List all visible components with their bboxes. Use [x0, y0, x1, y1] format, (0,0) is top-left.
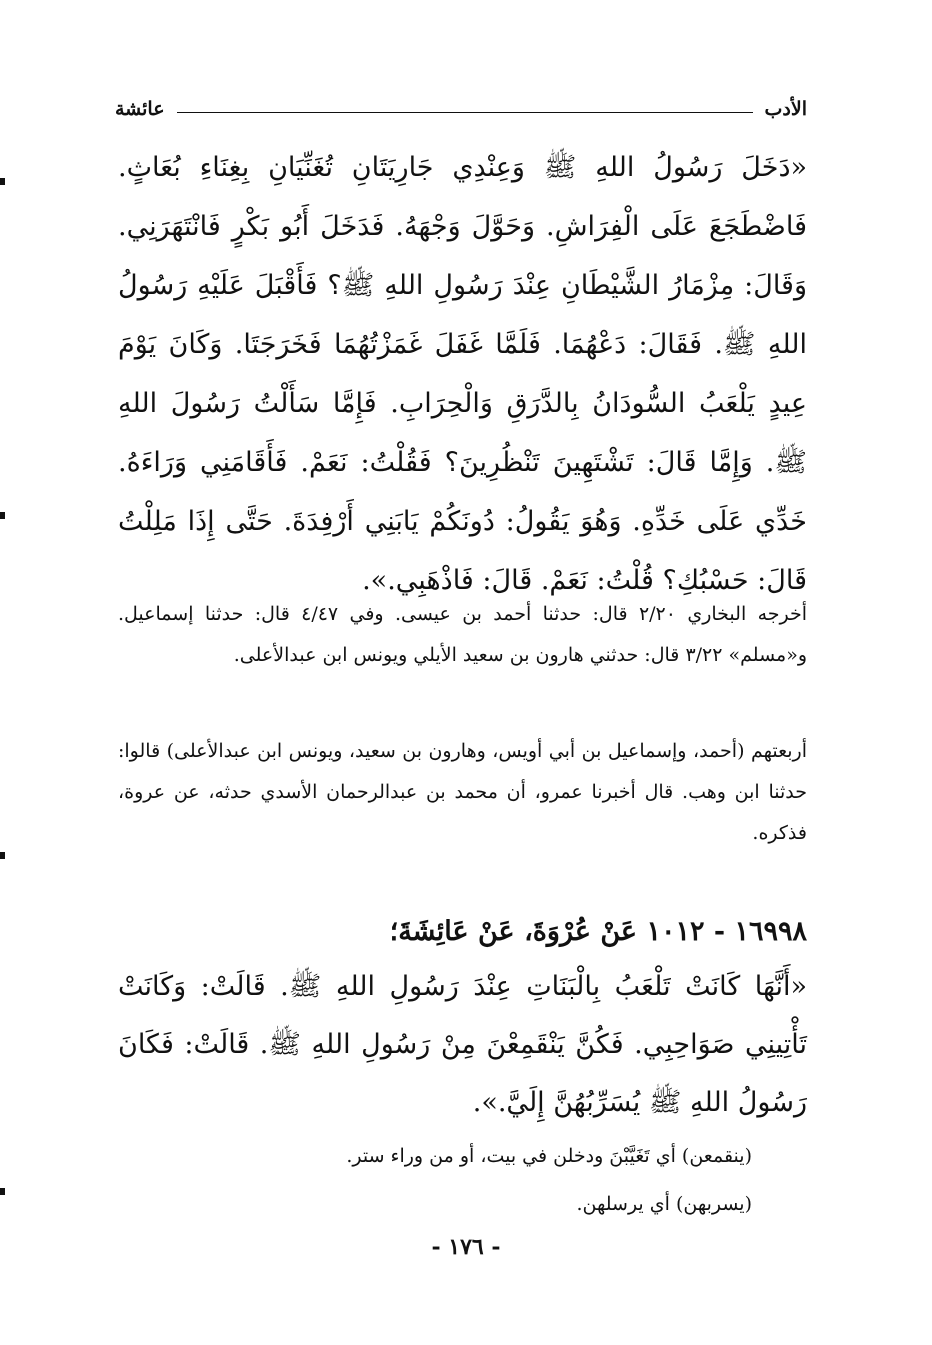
hadith-text-2: «أَنَّهَا كَانَتْ تَلْعَبُ بِالْبَنَاتِ عِنْدَ رَسُولِ اللهِ ﷺ. قَالَتْ: وَكَانَتْ تَأْتِينِي صَوَاحِبِي. فَكُنَّ يَنْقَمِعْنَ مِنْ رَسُولِ اللهِ ﷺ. قَالَتْ: فَكَانَ رَسُولُ اللهِ ﷺ يُسَرِّبُهُنَّ إِلَيَّ.». [118, 971, 807, 1118]
glossary-line-1: (ينقمعن) أي تَغَيَّبْنَ ودخلن في بيت، أو من وراء ستر. [346, 1145, 752, 1167]
running-header [115, 98, 807, 120]
takhrij-note-2: أربعتهم (أحمد، وإسماعيل بن أبي أويس، وهارون بن سعيد، ويونس ابن عبدالأعلى) قالوا: حدثنا ابن وهب. قال أخبرنا عمرو، أن محمد بن عبدالرحمان الأسدي حدثه، عن عروة، فذكره. [118, 740, 807, 844]
hadith-number-heading: ١٦٩٩٨ - ١٠١٢ عَنْ عُرْوَةَ، عَنْ عَائِشَةَ؛ [389, 916, 807, 947]
scan-edge-mark [0, 178, 5, 185]
scan-edge-mark [0, 852, 5, 859]
header-rule [177, 112, 753, 113]
scan-edge-mark [0, 1188, 5, 1195]
header-chapter: الأدب [764, 98, 807, 120]
takhrij-note-1: أخرجه البخاري ٢/٢٠ قال: حدثنا أحمد بن عيسى. وفي ٤/٤٧ قال: حدثنا إسماعيل. و«مسلم» ٣/٢٢ قال: حدثني هارون بن سعيد الأيلي ويونس ابن عبدالأعلى. [118, 603, 808, 666]
glossary-line-2: (يسربهن) أي يرسلهن. [576, 1193, 752, 1215]
scan-edge-mark [0, 512, 5, 519]
header-narrator: عائشة [115, 98, 165, 120]
page-number: - ١٧٦ - [431, 1234, 501, 1260]
hadith-text: «دَخَلَ رَسُولُ اللهِ ﷺ وَعِنْدِي جَارِيَتَانِ تُغَنِّيَانِ بِغِنَاءِ بُعَاثٍ. فَاضْطَجَعَ عَلَى الْفِرَاشِ. وَحَوَّلَ وَجْهَهُ. فَدَخَلَ أَبُو بَكْرٍ فَانْتَهَرَنِي. وَقَالَ: مِزْمَارُ الشَّيْطَانِ عِنْدَ رَسُولِ اللهِ ﷺ؟ فَأَقْبَلَ عَلَيْهِ رَسُولُ اللهِ ﷺ. فَقَالَ: دَعْهُمَا. فَلَمَّا غَفَلَ غَمَزْتُهُمَا فَخَرَجَتَا. وَكَانَ يَوْمَ عِيدٍ يَلْعَبُ السُّودَانُ بِالدَّرَقِ وَالْحِرَابِ. فَإِمَّا سَأَلْتُ رَسُولَ اللهِ ﷺ. وَإِمَّا قَالَ: تَشْتَهِينَ تَنْظُرِينَ؟ فَقُلْتُ: نَعَمْ. فَأَقَامَنِي وَرَاءَهُ. خَدِّي عَلَى خَدِّهِ. وَهُوَ يَقُولُ: دُونَكُمْ يَابَنِي أَرْفِدَةَ. حَتَّى إِذَا مَلِلْتُ قَالَ: حَسْبُكِ؟ قُلْتُ: نَعَمْ. قَالَ: فَاذْهَبِي.». [118, 152, 807, 596]
